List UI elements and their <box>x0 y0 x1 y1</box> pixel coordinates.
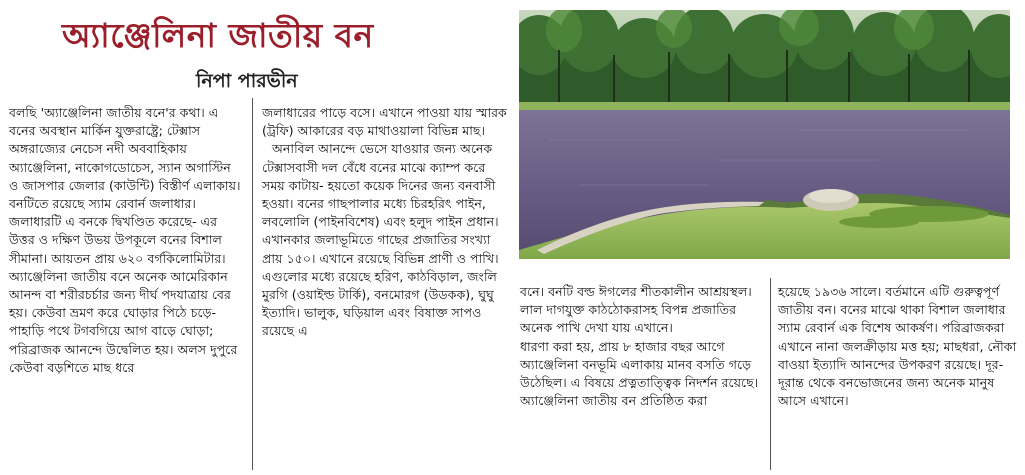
lake-forest-photo <box>519 10 1010 259</box>
paragraph: বনে। বনটি বল্ড ঈগলের শীতকালীন আশ্রয়স্থল। লাল দাগযুক্ত কাঠঠোকরাসহ বিপন্ন প্রজাতির অনেক পাখি দেখা যায় এখানে। <box>520 284 752 336</box>
headline: অ্যাঞ্জেলিনা জাতীয় বন <box>62 16 374 55</box>
article-column-1 <box>9 104 243 377</box>
byline: নিপা পারভীন <box>196 70 298 92</box>
paragraph: অ্যাঞ্জেলিনা জাতীয় বনে অনেক আমেরিকান আনন্দ বা শরীরচর্চার জন্য দীর্ঘ পদযাত্রায় বের হয়। কেউবা ভ্রমণ করে ঘোড়ার পিঠে চড়ে- পাহাড়ি পথে টগবগিয়ে আগ বাড়ে ঘোড়া; পরিব্রাজক আনন্দে উদ্বেলিত হয়। অলস দুপুরে কেউবা বড়শিতে মাছ ধরে <box>9 268 238 375</box>
paragraph: ধারণা করা হয়, প্রায় ৮ হাজার বছর আগে অ্যাঞ্জেলিনা বনভূমি এলাকায় মানব বসতি গড়ে উঠেছিল। এ বিষয়ে প্রত্নতাত্ত্বিক নিদর্শন রয়েছে। অ্যাঞ্জেলিনা জাতীয় বন প্রতিষ্ঠিত করা <box>520 338 759 409</box>
paragraph: বলছি 'অ্যাঞ্জেলিনা জাতীয় বনে'র কথা। এ বনের অবস্থান মার্কিন যুক্তরাষ্ট্রে; টেক্সাস অঙ্গরাজ্যের নেচেস নদী অববাহিকায় অ্যাঞ্জেলিনা, নাকোগডোচেস, স্যান অগাস্টিন ও জাসপার জেলার (কাউন্টি) বিস্তীর্ণ এলাকায়। বনটিতে রয়েছে স্যাম রেবার্ন জলাধার। জলাধারটি এ বনকে দ্বিখণ্ডিত করেছে- এর উত্তর ও দক্ষিণ উভয় উপকূলে বনের বিশাল সীমানা। আয়তন প্রায় ৬২০ বর্গকিলোমিটার। <box>9 105 241 266</box>
paragraph: এখানকার জলাভূমিতে গাছের প্রজাতির সংখ্যা প্রায় ১৫০। এখানে রয়েছে বিভিন্ন প্রাণী ও পাখি। এগুলোর মধ্যে রয়েছে হরিণ, কাঠবিড়াল, জংলি মুরগি (ওয়াইল্ড টার্কি), বনমোরগ (উডকক), ঘুঘু ইত্যাদি। ভালুক, ঘড়িয়াল এবং বিষাক্ত সাপও রয়েছে এ <box>262 232 499 339</box>
paragraph: জলাধারের পাড়ে বসে। এখানে পাওয়া যায় স্মারক (ট্রফি) আকারের বড় মাথাওয়ালা বিভিন্ন মাছ। <box>262 105 507 139</box>
article-column-4 <box>778 283 1018 410</box>
paragraph: হয়েছে ১৯৩৬ সালে। বর্তমানে এটি গুরুত্বপূর্ণ জাতীয় বন। বনের মাঝে থাকা বিশাল জলাধার স্যাম রেবার্ন এক বিশেষ আকর্ষণ। পরিব্রাজকরা এখানে নানা জলক্রীড়ায় মত্ত হয়; মাছধরা, নৌকা বাওয়া ইত্যাদি আনন্দের উপকরণ রয়েছে। দূর-দূরান্ত থেকে বনভোজনের জন্য অনেক মানুষ আসে এখানে। <box>778 284 1017 409</box>
column-divider <box>770 278 771 470</box>
article-column-2 <box>262 104 507 341</box>
column-divider <box>252 98 253 470</box>
article-column-3 <box>520 283 765 410</box>
paragraph: অনাবিল আনন্দে ভেসে যাওয়ার জন্য অনেক টেক্সাসবাসী দল বেঁধে বনের মাঝে ক্যাম্প করে সময় কাটায়- হয়তো কয়েক দিনের জন্য বনবাসী হওয়া। বনের গাছপালার মধ্যে চিরহরিৎ পাইন, লবলোলি (পাইনবিশেষ) এবং হলুদ পাইন প্রধান। <box>262 141 499 230</box>
